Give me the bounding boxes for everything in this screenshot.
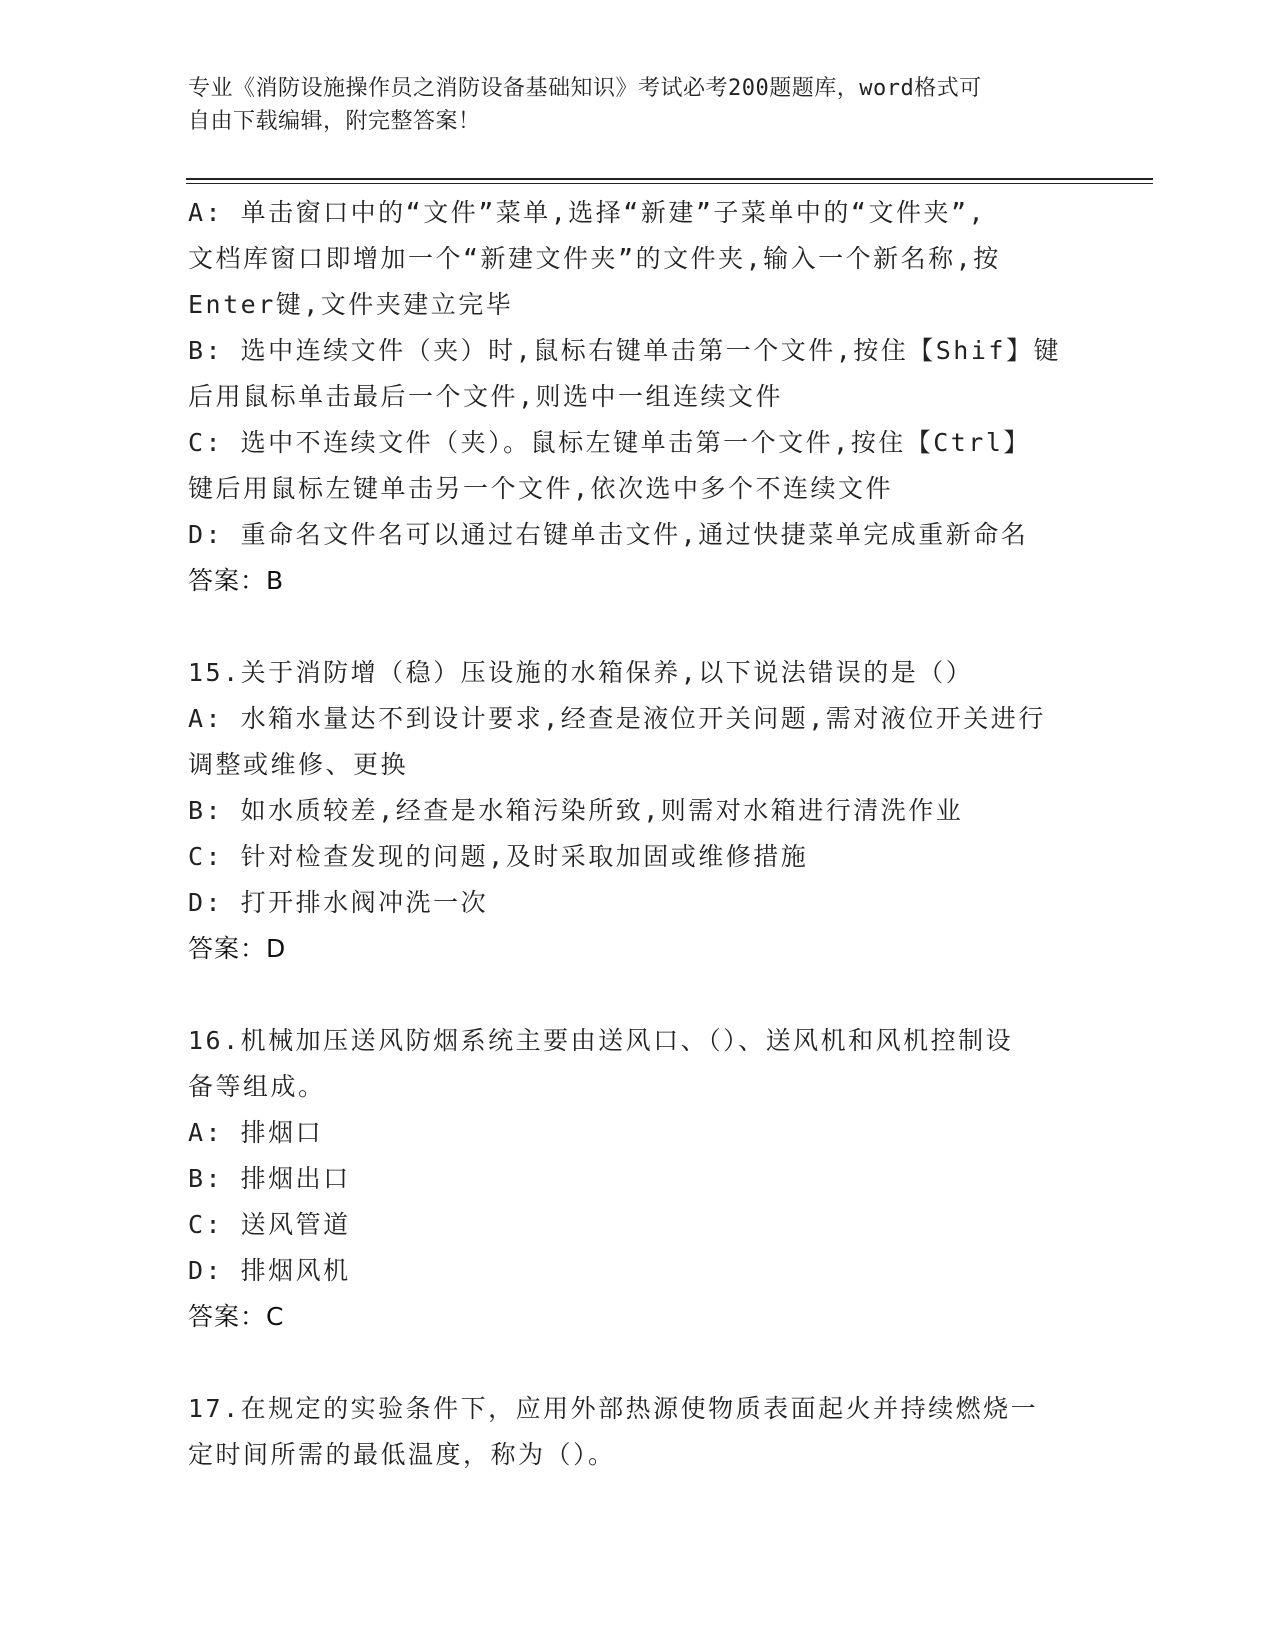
question-16-text-line-2: 备等组成。 (188, 1072, 326, 1101)
spacer (188, 604, 1088, 650)
option-c-line-1: C: 选中不连续文件（夹）。鼠标左键单击第一个文件,按住【Ctrl】 (188, 428, 1031, 457)
option-c: C: 针对检查发现的问题,及时采取加固或维修措施 (188, 842, 809, 871)
header-divider-thick (186, 178, 1153, 180)
option-d-line-1: D: 重命名文件名可以通过右键单击文件,通过快捷菜单完成重新命名 (188, 520, 1029, 549)
option-c-line-2: 键后用鼠标左键单击另一个文件,依次选中多个不连续文件 (188, 474, 894, 503)
header-line-1: 专业《消防设施操作员之消防设备基础知识》考试必考200题题库，word格式可 (188, 76, 982, 101)
spacer (188, 1340, 1088, 1386)
option-b: B: 如水质较差,经查是水箱污染所致,则需对水箱进行清洗作业 (188, 796, 964, 825)
option-a: A: 排烟口 (188, 1118, 324, 1147)
question-17-text-line-1: 17.在规定的实验条件下，应用外部热源使物质表面起火并持续燃烧一 (188, 1394, 1039, 1423)
question-15 (188, 650, 1088, 972)
option-d: D: 打开排水阀冲洗一次 (188, 888, 489, 917)
question-content (188, 190, 1088, 1478)
answer-16: 答案：C (188, 1302, 285, 1331)
question-17-text-line-2: 定时间所需的最低温度，称为（）。 (188, 1440, 616, 1469)
spacer (188, 972, 1088, 1018)
option-a-line-1: A: 单击窗口中的“文件”菜单,选择“新建”子菜单中的“文件夹”, (188, 198, 987, 227)
option-a-line-2: 文档库窗口即增加一个“新建文件夹”的文件夹,输入一个新名称,按 (188, 244, 1001, 273)
question-16-text-line-1: 16.机械加压送风防烟系统主要由送风口、（）、送风机和风机控制设 (188, 1026, 1014, 1055)
option-a-line-2: 调整或维修、更换 (188, 750, 409, 779)
option-b-line-2: 后用鼠标单击最后一个文件,则选中一组连续文件 (188, 382, 784, 411)
option-a-line-3: Enter键,文件夹建立完毕 (188, 290, 514, 319)
question-15-text: 15.关于消防增（稳）压设施的水箱保养,以下说法错误的是（） (188, 658, 974, 687)
question-16 (188, 1018, 1088, 1340)
option-d: D: 排烟风机 (188, 1256, 351, 1285)
header-divider-thin (186, 183, 1153, 184)
option-c: C: 送风管道 (188, 1210, 351, 1239)
question-14 (188, 190, 1088, 604)
option-b: B: 排烟出口 (188, 1164, 351, 1193)
answer-15: 答案：D (188, 934, 287, 963)
question-17 (188, 1386, 1088, 1478)
document-header (188, 72, 1068, 138)
option-a-line-1: A: 水箱水量达不到设计要求,经查是液位开关问题,需对液位开关进行 (188, 704, 1046, 733)
option-b-line-1: B: 选中连续文件（夹）时,鼠标右键单击第一个文件,按住【Shif】键 (188, 336, 1061, 365)
answer-14: 答案：B (188, 566, 285, 595)
header-line-2: 自由下载编辑，附完整答案！ (188, 109, 481, 134)
